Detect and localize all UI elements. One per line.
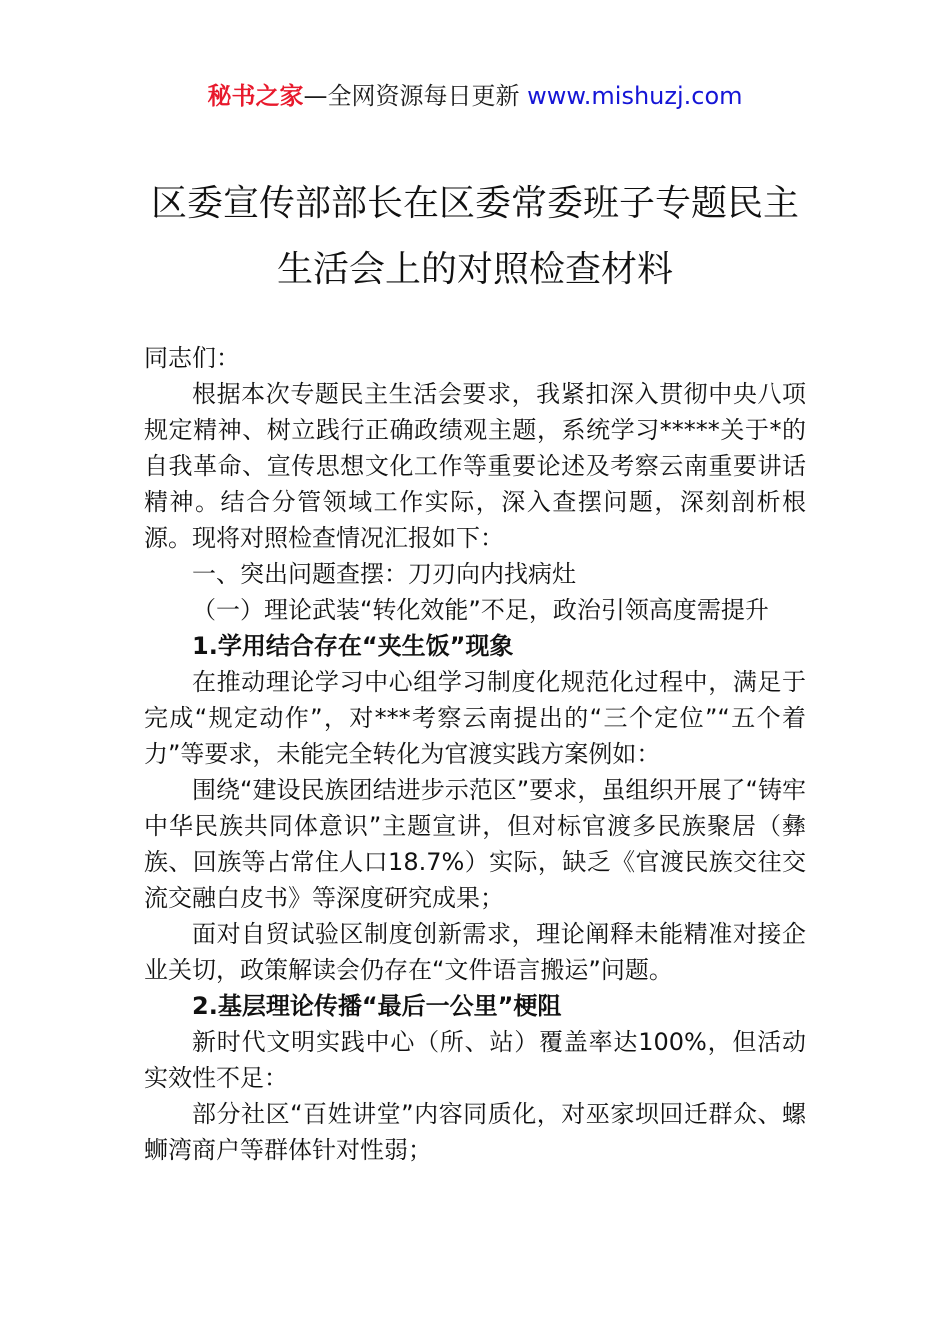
section-heading-1: 一、突出问题查摆：刀刃向内找病灶 xyxy=(192,560,576,588)
site-header xyxy=(0,80,950,112)
document-body xyxy=(144,340,806,1168)
document-title-line-1: 区委宣传部部长在区委常委班子专题民主 xyxy=(150,183,799,224)
body-paragraph: 围绕“建设民族团结进步示范区”要求，虽组织开展了“铸牢中华民族共同体意识”主题宣讲，但对标官渡多民族聚居（彝族、回族等占常住人口18.7%）实际，缺乏《官渡民族交往交流交融白皮书》等深度研究成果； xyxy=(144,776,806,912)
intro-paragraph: 根据本次专题民主生活会要求，我紧扣深入贯彻中央八项规定精神、树立践行正确政绩观主题，系统学习*****关于*的自我革命、宣传思想文化工作等重要论述及考察云南重要讲话精神。结合分管领域工作实际，深入查摆问题，深刻剖析根源。现将对照检查情况汇报如下： xyxy=(144,380,806,552)
body-paragraph: 部分社区“百姓讲堂”内容同质化，对巫家坝回迁群众、螺蛳湾商户等群体针对性弱； xyxy=(144,1100,806,1164)
subsection-heading-1: （一）理论武装“转化效能”不足，政治引领高度需提升 xyxy=(192,596,769,624)
site-tagline: —全网资源每日更新 xyxy=(303,82,528,110)
greeting: 同志们： xyxy=(144,344,240,372)
body-paragraph: 在推动理论学习中心组学习制度化规范化过程中，满足于完成“规定动作”，对***考察云南提出的“三个定位”“五个着力”等要求，未能完全转化为官渡实践方案例如： xyxy=(144,668,806,768)
point-heading-2: 2.基层理论传播“最后一公里”梗阻 xyxy=(192,992,562,1020)
site-url-link[interactable]: www.mishuzj.com xyxy=(527,82,743,110)
point-heading-1: 1.学用结合存在“夹生饭”现象 xyxy=(192,632,514,660)
document-title-line-2: 生活会上的对照检查材料 xyxy=(276,249,673,290)
brand-name: 秘书之家 xyxy=(207,82,304,110)
body-paragraph: 新时代文明实践中心（所、站）覆盖率达100%，但活动实效性不足： xyxy=(144,1028,806,1092)
body-paragraph: 面对自贸试验区制度创新需求，理论阐释未能精准对接企业关切，政策解读会仍存在“文件语言搬运”问题。 xyxy=(144,920,806,984)
